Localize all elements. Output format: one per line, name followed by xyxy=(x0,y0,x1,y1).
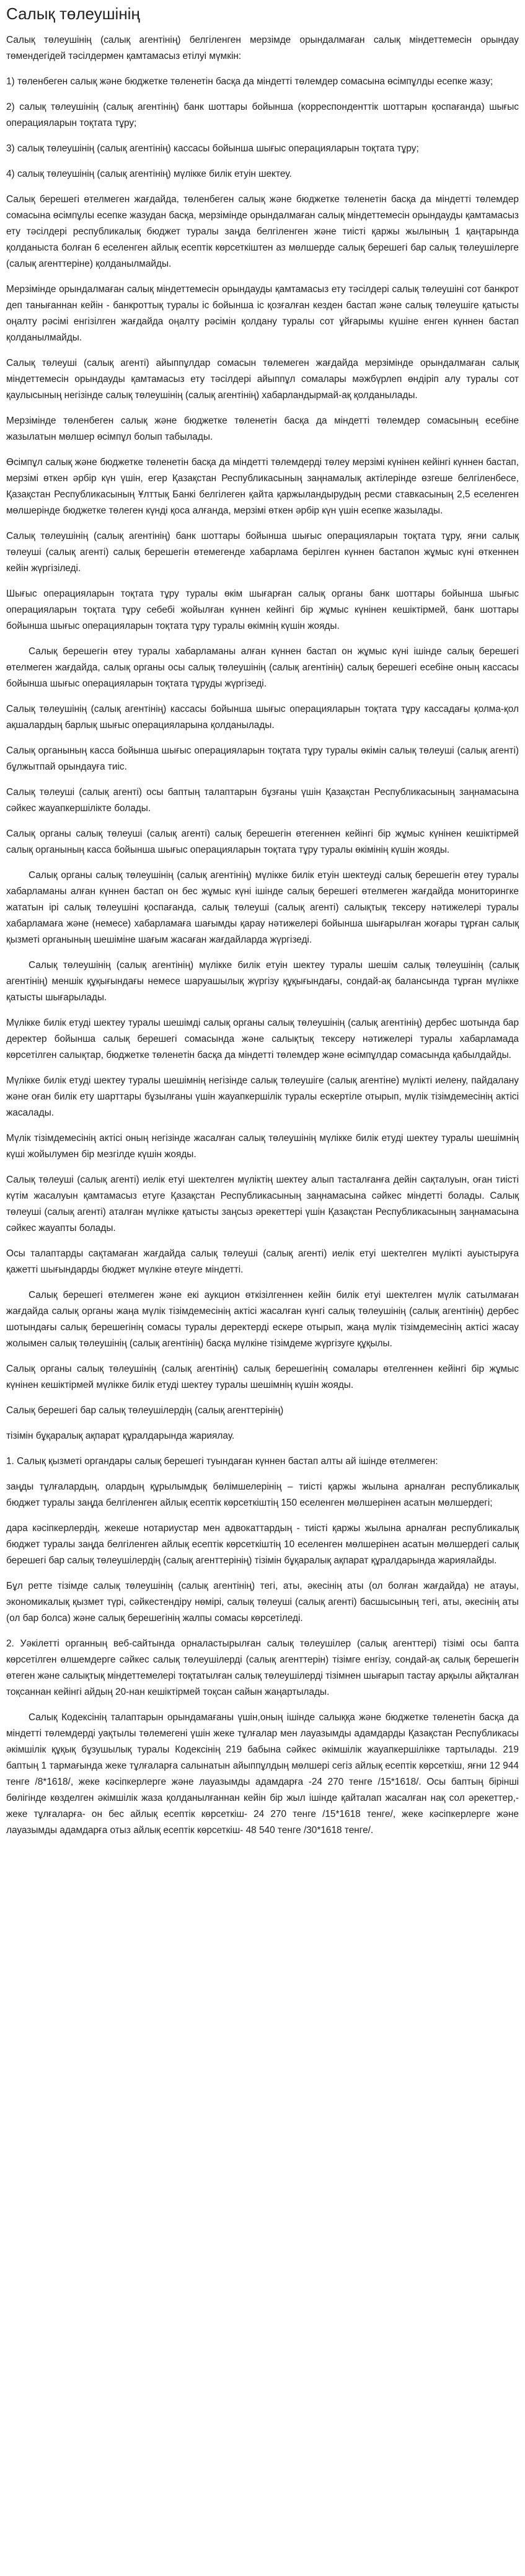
page-title: Салық төлеушінің xyxy=(6,4,140,23)
paragraph: Бұл ретте тізімде салық төлеушінің (салық агентінің) тегі, аты, әкесінің аты (ол болған жағдайда) не атауы, экономикалық қызмет түрі, сәйкестендіру нөмірі, салық төлеуші (салық агенті) басшысының тегі, аты, әкесінің аты (ол бар болса) және салық берешегінің жалпы сомасы көрсетіледі. xyxy=(6,1581,519,1623)
list-item-3: 3) салық төлеушінің (салық агентінің) кассасы бойынша шығыс операцияларын тоқтата тұру; xyxy=(6,143,419,154)
paragraph: Салық төлеушінің (салық агентінің) банк шоттары бойынша шығыс операцияларын тоқтата тұру, яғни салық төлеуші (салық агенті) салық берешегін өтемегенде хабарлама берілген күннен бастапон жұмыс күні өткеннен кейін жүргізіледі. xyxy=(6,531,519,574)
paragraph: Салық төлеушінің (салық агентінің) кассасы бойынша шығыс операцияларын тоқтата тұру кассадағы қолма-қол ақшалардың барлық шығыс операцияларына қолданылады. xyxy=(6,704,519,731)
paragraph: Салық органы салық төлеушінің (салық агентінің) мүлікке билік етуін шектеуді салық берешегін өтеу туралы хабарламаны алған күннен бастап он бес жұмыс күні ішінде салық берешегі өтелмеген жағдайда мониторингке жататын ірі салық төлеушіні қоспағанда, салық төлеуші (салық агенті) салықтық тексеру нәтижелері туралы хабарламаға және (немесе) хабарламаға шағымды қарау нәтижелері бойынша шығарылған жоғары тұрған салық қызметі органының шешіміне шағым жасаған жағдайларда жүргізеді. xyxy=(6,870,519,945)
paragraph: 1. Салық қызметі органдары салық берешегі туындаған күннен бастап алты ай ішінде өтелмеген: xyxy=(6,1456,438,1467)
paragraph: Салық төлеуші (салық агенті) айыппұлдар сомасын төлемеген жағдайда мерзімінде орындалмаған салық міндеттемесін орындауды қамтамасыз ету тәсілдері айыппұл сомалары мәжбүрлеп өндіріп алу туралы сот қаулысының негізінде салық төлеушінің (салық агентінің) хабарландырмай-ақ қолданылады. xyxy=(6,358,519,401)
paragraph: Салық органының касса бойынша шығыс операцияларын тоқтата тұру туралы өкімін салық төлеуші (салық агенті) бұлжытпай орындауға тиіс. xyxy=(6,745,519,772)
section-heading: Салық берешегі бар салық төлеушілердің (салық агенттерінің) xyxy=(6,1405,284,1416)
paragraph: Салық берешегі өтелмеген және екі аукцион өткізілгеннен кейін билік етуі шектелген мүлік сатылмаған жағдайда салық органы жаңа мүлік тізімдемесінің актісі жасалған күнгі салық төлеушінің (салық агентінің) дербес шотындағы салық берешегінің сомасы туралы деректерді ескере отырып, жаңа мүлік тізімдемесінің актісі жасау жолымен салық төлеушінің (салық агентінің) басқа мүлкіне тізімдеме жүргізуге құқылы. xyxy=(6,1290,519,1349)
paragraph: Мерзімінде төленбеген салық және бюджетке төленетін басқа да міндетті төлемдер сомасының есебіне жазылатын мөлшер өсімпұл болып табылады. xyxy=(6,415,519,442)
paragraph: Салық органы салық төлеушінің (салық агентінің) салық берешегінің сомалары өтелгеннен кейінгі бір жұмыс күнінен кешіктірмей мүлікке билік етуді шектеу туралы шешімнің күшін жояды. xyxy=(6,1364,519,1390)
paragraph: Мүлік тізімдемесінің актісі оның негізінде жасалған салық төлеушінің мүлікке билік етуді шектеу туралы шешімнің күші жойылумен бір мезгілде күшін жояды. xyxy=(6,1133,519,1160)
paragraph: Салық төлеуші (салық агенті) иелік етуі шектелген мүліктің шектеу алып тасталғанға дейін сақталуын, оған тиісті күтім жасалуын қамтамасыз етуге Қазақстан Республикасының заңнамасына сәйкес міндетті болады. Салық төлеуші (салық агенті) аталған мүлікке қатысты заңсыз әрекеттері үшін Қазақстан Республикасының заңнамасына сәйкес жауапты болады. xyxy=(6,1175,519,1233)
paragraph: Салық берешегін өтеу туралы хабарламаны алған күннен бастап он жұмыс күні ішінде салық берешегі өтелмеген жағдайда, салық органы осы салық төлеушінің (салық агентінің) салық берешегі есебіне оның кассасы бойынша шығыс операцияларын тоқтата тұруды жүргізеді. xyxy=(6,646,519,689)
paragraph: заңды тұлғалардың, олардың құрылымдық бөлімшелерінің – тиісті қаржы жылына арналған республикалық бюджет туралы заңда белгіленген айлық есептік көрсеткіштің 150 еселенген мөлшерінен асатын мөлшердегі; xyxy=(6,1481,519,1508)
paragraph: дара кәсіпкерлердің, жекеше нотариустар мен адвокаттардың - тиісті қаржы жылына арналған республикалық бюджет туралы заңда белгіленген айлық есептік көрсеткіштің 10 еселенген мөлшерінен асатын мөлшердегі салық берешегі бар салық төлеушілердің (салық агенттерінің) тізімін бұқаралық ақпарат құралдарында жариялайды. xyxy=(6,1523,519,1566)
list-item-2: 2) салық төлеушінің (салық агентінің) банк шоттары бойынша (корреспонденттік шоттарын қоспағанда) шығыс операцияларын тоқтата тұру; xyxy=(6,102,519,128)
list-item-4: 4) салық төлеушінің (салық агентінің) мүлікке билік етуін шектеу. xyxy=(6,169,292,179)
paragraph: 2. Уәкілетті органның веб-сайтында орналастырылған салық төлеушілер (салық агенттері) тізімі осы бапта көрсетілген өлшемдерге сәйкес салық төлеушілерді (салық агенттерін) тізімге енгізу, сондай-ақ салық берешегін өтеген және салықтық міндеттемелері тоқтатылған салық төлеушілерді тізімнен шығарып тастау арқылы айқталған тоқсаннан кейінгі айдың 20-нан кешіктірмей тоқсан сайын жаңартылады. xyxy=(6,1638,519,1697)
paragraph: Салық берешегі өтелмеген жағдайда, төленбеген салық және бюджетке төленетін басқа да міндетті төлемдер сомасына өсімпұлы есепке жазудан басқа, мерзімінде орындалмаған салық міндеттемесін орындауды қамтамасыз ету тәсілдері республикалық бюджет туралы заңда белгіленген және тиісті қаржы жылының 1 қаңтарында қолданыста болған 6 еселенген айлық есептік көрсеткіштен аз мөлшерде салық берешегі бар салық төлеушілерге (салық агенттеріне) қолданылмайды. xyxy=(6,194,519,269)
section-heading: тізімін бұқаралық ақпарат құралдарында жариялау. xyxy=(6,1431,235,1441)
list-item-1: 1) төленбеген салық және бюджетке төленетін басқа да міндетті төлемдер сомасына өсімпұлды есепке жазу; xyxy=(6,76,493,87)
paragraph: Мүлікке билік етуді шектеу туралы шешімнің негізінде салық төлеушіге (салық агентіне) мүлікті иелену, пайдалану және оған билік ету шарттары бұзылғаны үшін жауапкершілік туралы ескертіле отырып, мүлік тізімдемесінің актісі жасалады. xyxy=(6,1075,519,1118)
paragraph: Салық органы салық төлеуші (салық агенті) салық берешегін өтегеннен кейінгі бір жұмыс күнінен кешіктірмей салық органының касса бойынша шығыс операцияларын тоқтата тұру туралы өкімінің күшін жояды. xyxy=(6,828,519,855)
paragraph: Мүлікке билік етуді шектеу туралы шешімді салық органы салық төлеушінің (салық агентінің) дербес шотында бар деректер бойынша салық берешегі сомасында және салықтық тексеру нәтижелері туралы хабарламада көрсетілген салықтар, бюджетке төленетін басқа да міндетті төлемдер және өсімпұлдар сомасында қабылдайды. xyxy=(6,1018,519,1060)
paragraph: Салық төлеушінің (салық агентінің) мүлікке билік етуін шектеу туралы шешім салық төлеушінің (салық агентінің) меншік құқығындағы немесе шаруашылық жүргізу құқығындағы, сондай-ақ балансында тұрған мүлікке қатысты шығарылады. xyxy=(6,960,519,1003)
paragraph: Өсімпұл салық және бюджетке төленетін басқа да міндетті төлемдерді төлеу мерзімі күнінен кейінгі күннен бастап, мерзімі өткен әрбір күн үшін, егер Қазақстан Республикасының заңнамалық актілерінде өзгеше белгіленбесе, Қазақстан Республикасының Ұлттық Банкі белгілеген қайта қаржыландырудың ресми ставкасының 2,5 еселенген мөлшерінде бюджетке төлеген күнді қоса алғанда, мерзімі өткен әрбір күн үшін есепке жазылады. xyxy=(6,457,519,516)
paragraph: Осы талаптарды сақтамаған жағдайда салық төлеуші (салық агенті) иелік етуі шектелген мүлікті ауыстыруға қажетті шығындарды бюджет мүлкіне өтеуге міндетті. xyxy=(6,1248,519,1275)
paragraph: Салық Кодексінің талаптарын орындамағаны үшін,оның ішінде салыққа және бюджетке төленетін басқа да міндетті төлемдерді уақтылы төлемегені үшін жеке тұлғалар мен лауазымды адамдарды Қазақстан Республикасы әкімшілік құқық бұзушылық туралы Кодексінің 219 бабына сәйкес әкімшілік жауапкершілікке тартылады. 219 баптың 1 тармағында жеке тұлғаларға салынатын айыппұлдың мөлшері сегіз айлық есептік көрсеткіш, яғни 12 944 тенге /8*1618/, жеке кәсіпкерлерге және лауазымды адамдарға -24 270 тенге /15*1618/. Осы баптың бірінші бөлігінде көзделген әкімшілік жаза қолданылғаннан кейін бір жыл ішінде қайталап жасалған нақ сол әрекеттер,- жеке тұлғаларға- он бес айлық есептік көрсеткіш- 24 270 тенге /15*1618 тенге/, жеке кәсіпкерлерге және лауазымды адамдарға отыз айлық есептік көрсеткіш- 48 540 тенге /30*1618 тенге/. xyxy=(6,1712,519,1836)
paragraph: Шығыс операцияларын тоқтата тұру туралы өкім шығарған салық органы банк шоттары бойынша шығыс операцияларын тоқтата тұру себебі жойылған күннен кейінгі бір жұмыс күнінен кешіктірмей, банк шоттары бойынша шығыс операцияларын тоқтата тұру туралы өкімнің күшін жояды. xyxy=(6,588,519,631)
paragraph-intro: Салық төлеушінің (салық агентінің) белгіленген мерзімде орындалмаған салық міндеттемесін орындау төмендегідей тәсілдермен қамтамасыз етілуі мүмкін: xyxy=(6,35,519,61)
paragraph: Мерзімінде орындалмаған салық міндеттемесін орындауды қамтамасыз ету тәсілдері салық төлеушіні сот банкрот деп танығаннан кейін - банкроттық туралы іс бойынша іс қозғалған кезден бастап және салық төлеушіге қатысты оңалту рәсімі енгізілген жағдайда оңалту рәсімін қолдану туралы сот ұйғарымы күшіне енген күннен бастап қолданылмайды. xyxy=(6,284,519,343)
paragraph: Салық төлеуші (салық агенті) осы баптың талаптарын бұзғаны үшін Қазақстан Республикасының заңнамасына сәйкес жауапкершілікте болады. xyxy=(6,787,519,814)
